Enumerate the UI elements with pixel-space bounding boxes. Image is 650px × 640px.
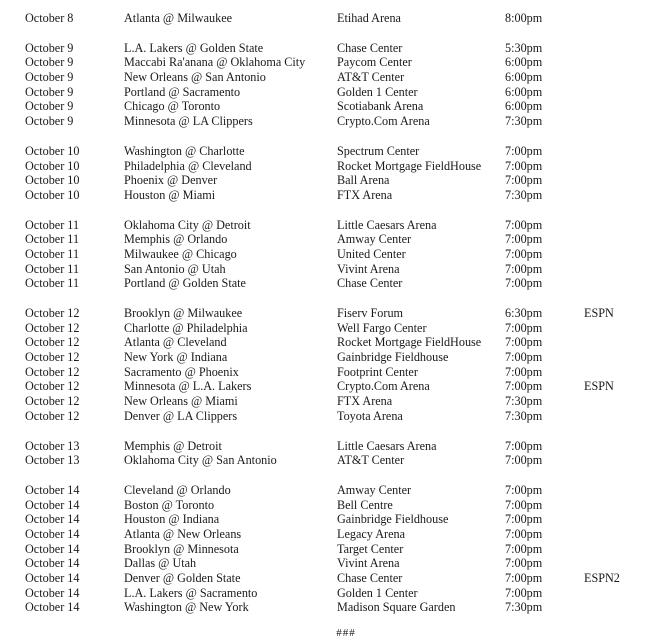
game-venue: Rocket Mortgage FieldHouse xyxy=(337,335,482,350)
game-time: 7:00pm xyxy=(505,453,543,468)
schedule-row xyxy=(0,218,650,233)
game-schedule xyxy=(0,11,650,630)
game-matchup: Minnesota @ L.A. Lakers xyxy=(124,379,252,394)
game-time: 7:00pm xyxy=(505,320,543,335)
game-matchup: Washington @ Charlotte xyxy=(124,143,245,158)
game-time: 7:00pm xyxy=(505,364,543,379)
schedule-row xyxy=(0,55,650,70)
schedule-row xyxy=(0,276,650,291)
game-matchup: Brooklyn @ Milwaukee xyxy=(124,306,243,320)
game-venue: Target Center xyxy=(337,541,404,556)
schedule-row xyxy=(0,512,650,527)
date-group xyxy=(0,144,650,203)
game-venue: AT&T Center xyxy=(337,453,405,468)
game-matchup: Houston @ Indiana xyxy=(124,512,220,527)
schedule-row xyxy=(0,350,650,365)
game-time: 8:00pm xyxy=(505,11,543,25)
game-time: 7:30pm xyxy=(505,394,543,409)
game-date: October 14 xyxy=(25,541,80,556)
game-venue: Toyota Arena xyxy=(337,408,403,423)
schedule-row xyxy=(0,556,650,571)
game-matchup: Memphis @ Orlando xyxy=(124,232,228,247)
game-date: October 13 xyxy=(25,438,80,453)
game-venue: Spectrum Center xyxy=(337,143,420,158)
schedule-row xyxy=(0,439,650,454)
game-time: 7:00pm xyxy=(505,482,543,497)
game-matchup: Washington @ New York xyxy=(124,600,249,615)
game-date: October 12 xyxy=(25,394,80,409)
game-time: 6:00pm xyxy=(505,84,543,99)
schedule-row xyxy=(0,453,650,468)
schedule-row xyxy=(0,85,650,100)
game-date: October 14 xyxy=(25,512,80,527)
game-matchup: Portland @ Sacramento xyxy=(124,84,241,99)
game-time: 7:00pm xyxy=(505,556,543,571)
game-matchup: Brooklyn @ Minnesota xyxy=(124,541,239,556)
game-time: 7:00pm xyxy=(505,217,543,232)
game-venue: Gainbridge Fieldhouse xyxy=(337,512,449,527)
game-time: 5:30pm xyxy=(505,40,543,55)
schedule-row xyxy=(0,321,650,336)
date-group xyxy=(0,483,650,615)
game-date: October 14 xyxy=(25,482,80,497)
game-matchup: L.A. Lakers @ Sacramento xyxy=(124,585,258,600)
schedule-row xyxy=(0,394,650,409)
game-date: October 12 xyxy=(25,335,80,350)
game-date: October 11 xyxy=(25,276,80,291)
game-date: October 12 xyxy=(25,306,80,320)
game-venue: FTX Arena xyxy=(337,187,393,202)
date-group xyxy=(0,306,650,424)
game-date: October 9 xyxy=(25,84,74,99)
schedule-row xyxy=(0,144,650,159)
schedule-row xyxy=(0,247,650,262)
game-date: October 9 xyxy=(25,70,74,85)
game-matchup: Phoenix @ Denver xyxy=(124,173,218,188)
schedule-row xyxy=(0,11,650,26)
game-venue: Crypto.Com Arena xyxy=(337,114,430,129)
game-venue: Footprint Center xyxy=(337,364,418,379)
game-date: October 14 xyxy=(25,556,80,571)
game-venue: United Center xyxy=(337,246,406,261)
game-venue: Little Caesars Arena xyxy=(337,438,437,453)
game-time: 7:00pm xyxy=(505,541,543,556)
game-time: 7:00pm xyxy=(505,571,543,585)
game-date: October 8 xyxy=(25,11,74,25)
game-venue: Gainbridge Fieldhouse xyxy=(337,350,449,365)
schedule-row xyxy=(0,262,650,277)
schedule-row xyxy=(0,99,650,114)
game-time: 6:00pm xyxy=(505,99,543,114)
game-time: 7:00pm xyxy=(505,438,543,453)
schedule-row xyxy=(0,379,650,394)
game-time: 7:00pm xyxy=(505,276,543,291)
game-date: October 11 xyxy=(25,217,80,232)
game-date: October 12 xyxy=(25,350,80,365)
schedule-row xyxy=(0,483,650,498)
game-venue: Ball Arena xyxy=(337,173,390,188)
game-time: 7:30pm xyxy=(505,114,543,129)
game-date: October 14 xyxy=(25,526,80,541)
schedule-row xyxy=(0,188,650,203)
game-venue: Chase Center xyxy=(337,571,403,585)
game-venue: Golden 1 Center xyxy=(337,84,418,99)
game-matchup: Denver @ LA Clippers xyxy=(124,408,238,423)
game-venue: Madison Square Garden xyxy=(337,600,456,615)
game-time: 7:00pm xyxy=(505,143,543,158)
game-date: October 11 xyxy=(25,246,80,261)
game-venue: FTX Arena xyxy=(337,394,393,409)
game-matchup: Boston @ Toronto xyxy=(124,497,215,512)
game-date: October 12 xyxy=(25,320,80,335)
schedule-row xyxy=(0,527,650,542)
game-venue: Chase Center xyxy=(337,40,403,55)
game-date: October 14 xyxy=(25,600,80,615)
date-group xyxy=(0,218,650,291)
game-venue: Golden 1 Center xyxy=(337,585,418,600)
game-time: 7:00pm xyxy=(505,526,543,541)
game-matchup: Chicago @ Toronto xyxy=(124,99,221,114)
game-time: 7:00pm xyxy=(505,497,543,512)
game-date: October 10 xyxy=(25,143,80,158)
game-time: 7:00pm xyxy=(505,232,543,247)
game-matchup: Oklahoma City @ San Antonio xyxy=(124,453,277,468)
end-of-document-mark: ### xyxy=(336,627,356,639)
game-date: October 10 xyxy=(25,158,80,173)
game-date: October 12 xyxy=(25,408,80,423)
game-matchup: Portland @ Golden State xyxy=(124,276,246,291)
game-date: October 9 xyxy=(25,40,74,55)
game-venue: Chase Center xyxy=(337,276,403,291)
game-matchup: L.A. Lakers @ Golden State xyxy=(124,40,264,55)
game-venue: Crypto.Com Arena xyxy=(337,379,430,394)
game-time: 7:00pm xyxy=(505,246,543,261)
date-group xyxy=(0,41,650,129)
game-date: October 12 xyxy=(25,364,80,379)
schedule-row xyxy=(0,571,650,586)
schedule-row xyxy=(0,365,650,380)
schedule-row xyxy=(0,173,650,188)
game-time: 7:00pm xyxy=(505,585,543,600)
schedule-row xyxy=(0,41,650,56)
game-time: 6:00pm xyxy=(505,55,543,70)
schedule-row xyxy=(0,498,650,513)
game-matchup: San Antonio @ Utah xyxy=(124,261,226,276)
game-venue: Well Fargo Center xyxy=(337,320,427,335)
game-time: 7:00pm xyxy=(505,173,543,188)
game-matchup: Memphis @ Detroit xyxy=(124,438,222,453)
game-venue: Vivint Arena xyxy=(337,556,400,571)
game-venue: Fiserv Forum xyxy=(337,306,404,320)
game-matchup: New Orleans @ Miami xyxy=(124,394,238,409)
game-venue: Bell Centre xyxy=(337,497,393,512)
game-time: 6:30pm xyxy=(505,306,543,320)
date-group xyxy=(0,439,650,468)
game-venue: Rocket Mortgage FieldHouse xyxy=(337,158,482,173)
game-matchup: Oklahoma City @ Detroit xyxy=(124,217,251,232)
game-matchup: New York @ Indiana xyxy=(124,350,228,365)
game-venue: AT&T Center xyxy=(337,70,405,85)
game-matchup: Houston @ Miami xyxy=(124,187,216,202)
schedule-row xyxy=(0,70,650,85)
date-group xyxy=(0,11,650,26)
game-date: October 14 xyxy=(25,571,80,585)
game-date: October 14 xyxy=(25,497,80,512)
game-venue: Legacy Arena xyxy=(337,526,406,541)
game-matchup: Philadelphia @ Cleveland xyxy=(124,158,252,173)
game-matchup: Sacramento @ Phoenix xyxy=(124,364,239,379)
game-date: October 9 xyxy=(25,99,74,114)
game-venue: Vivint Arena xyxy=(337,261,400,276)
game-date: October 14 xyxy=(25,585,80,600)
game-matchup: Cleveland @ Orlando xyxy=(124,482,231,497)
game-date: October 12 xyxy=(25,379,80,394)
game-venue: Etihad Arena xyxy=(337,11,401,25)
game-tv-network: ESPN2 xyxy=(584,571,620,585)
game-date: October 9 xyxy=(25,114,74,129)
schedule-row xyxy=(0,306,650,321)
schedule-row xyxy=(0,159,650,174)
game-matchup: New Orleans @ San Antonio xyxy=(124,70,266,85)
game-venue: Little Caesars Arena xyxy=(337,217,437,232)
game-venue: Amway Center xyxy=(337,232,412,247)
schedule-row xyxy=(0,409,650,424)
game-matchup: Milwaukee @ Chicago xyxy=(124,246,237,261)
game-date: October 10 xyxy=(25,173,80,188)
game-date: October 10 xyxy=(25,187,80,202)
game-venue: Scotiabank Arena xyxy=(337,99,424,114)
game-venue: Paycom Center xyxy=(337,55,412,70)
game-time: 7:00pm xyxy=(505,158,543,173)
game-time: 7:00pm xyxy=(505,335,543,350)
game-time: 7:00pm xyxy=(505,350,543,365)
game-tv-network: ESPN xyxy=(584,379,614,394)
game-matchup: Dallas @ Utah xyxy=(124,556,197,571)
game-matchup: Atlanta @ New Orleans xyxy=(124,526,242,541)
game-date: October 9 xyxy=(25,55,74,70)
game-time: 7:30pm xyxy=(505,600,543,615)
game-venue: Amway Center xyxy=(337,482,412,497)
game-time: 7:00pm xyxy=(505,379,543,394)
game-date: October 13 xyxy=(25,453,80,468)
game-tv-network: ESPN xyxy=(584,306,614,320)
game-date: October 11 xyxy=(25,232,80,247)
game-matchup: Atlanta @ Milwaukee xyxy=(124,11,233,25)
game-time: 7:30pm xyxy=(505,408,543,423)
schedule-row xyxy=(0,586,650,601)
game-time: 7:00pm xyxy=(505,512,543,527)
game-matchup: Minnesota @ LA Clippers xyxy=(124,114,253,129)
schedule-row xyxy=(0,232,650,247)
game-matchup: Charlotte @ Philadelphia xyxy=(124,320,248,335)
game-matchup: Denver @ Golden State xyxy=(124,571,241,585)
schedule-row xyxy=(0,114,650,129)
schedule-row xyxy=(0,542,650,557)
game-time: 6:00pm xyxy=(505,70,543,85)
game-time: 7:00pm xyxy=(505,261,543,276)
game-time: 7:30pm xyxy=(505,187,543,202)
schedule-row xyxy=(0,335,650,350)
game-matchup: Atlanta @ Cleveland xyxy=(124,335,227,350)
game-matchup: Maccabi Ra'anana @ Oklahoma City xyxy=(124,55,306,70)
game-date: October 11 xyxy=(25,261,80,276)
schedule-row xyxy=(0,600,650,615)
